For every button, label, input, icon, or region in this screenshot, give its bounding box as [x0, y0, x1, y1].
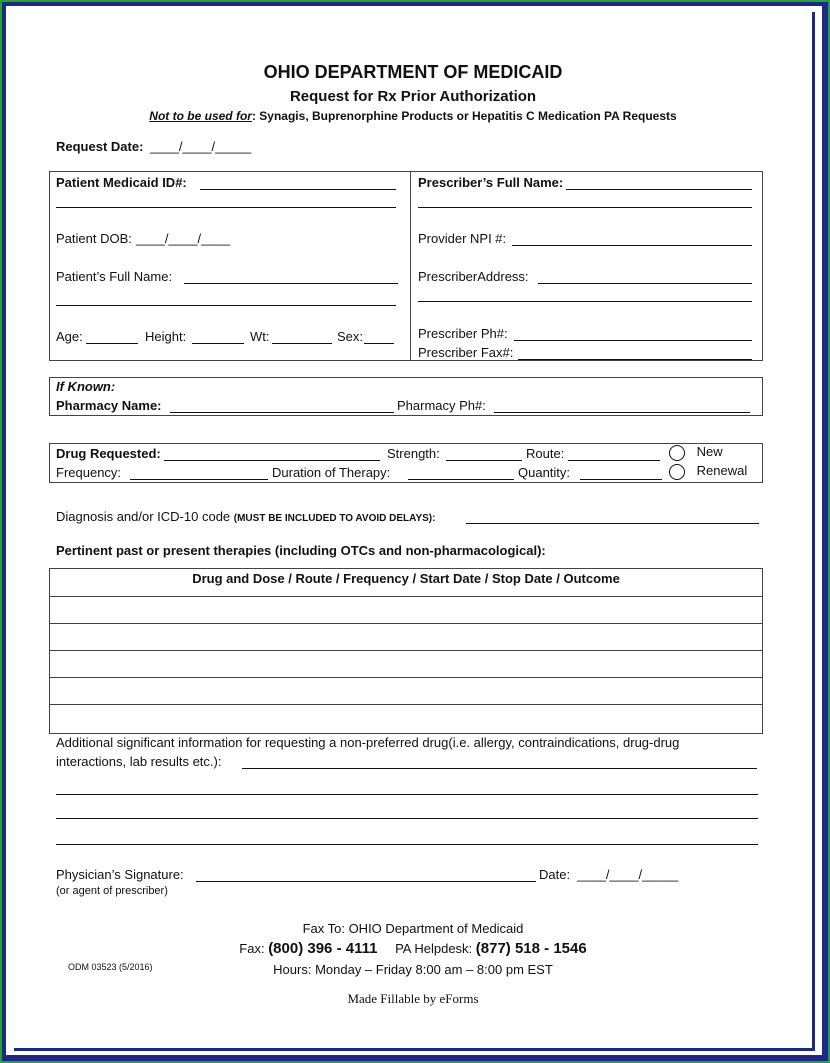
signature-label: Physician’s Signature: [56, 867, 184, 882]
fax-to: Fax To: OHIO Department of Medicaid [302, 921, 524, 936]
helpdesk-label: PA Helpdesk: [395, 941, 476, 956]
prescriber-address-field[interactable] [538, 283, 752, 284]
renewal-option-label: Renewal [696, 463, 748, 478]
additional-info-field-2[interactable] [56, 794, 758, 795]
prescriber-full-name-field-2[interactable] [418, 207, 752, 208]
diagnosis-note: (MUST BE INCLUDED TO AVOID DELAYS): [233, 513, 436, 524]
fax-label: Fax: [239, 941, 269, 956]
prescriber-fax-field[interactable] [518, 359, 752, 360]
patient-medicaid-id-field-2[interactable] [56, 207, 396, 208]
strength-field[interactable] [446, 460, 522, 461]
frequency-field[interactable] [130, 479, 268, 480]
sex-label: Sex: [337, 329, 364, 344]
fax-number: (800) 396 - 4111 [268, 940, 378, 957]
request-date-field[interactable]: ____/____/_____ [150, 139, 252, 154]
diagnosis-field[interactable] [466, 523, 759, 524]
table-row[interactable] [50, 678, 761, 704]
form-page [14, 12, 815, 1051]
table-row[interactable] [50, 597, 761, 623]
route-field[interactable] [568, 460, 660, 461]
strength-label: Strength: [387, 446, 440, 461]
pharmacy-name-field[interactable] [170, 412, 394, 413]
additional-info-field-3[interactable] [56, 818, 758, 819]
therapies-heading: Pertinent past or present therapies (including OTCs and non-pharmacological): [56, 543, 546, 558]
new-radio[interactable] [669, 445, 685, 461]
prescriber-full-name-field[interactable] [566, 189, 752, 190]
fax-line [14, 940, 812, 957]
form-id: ODM 03523 (5/2016) [68, 962, 153, 972]
additional-info-field-4[interactable] [56, 844, 758, 845]
made-by: Made Fillable by eForms [347, 991, 479, 1006]
form-title: OHIO DEPARTMENT OF MEDICAID [263, 62, 563, 82]
height-field[interactable] [192, 343, 244, 344]
height-label: Height: [145, 329, 187, 344]
new-option[interactable] [669, 444, 723, 461]
drug-requested-field[interactable] [164, 460, 380, 461]
provider-npi-label: Provider NPI #: [418, 231, 507, 246]
patient-dob-label: Patient DOB: [56, 231, 132, 246]
table-row[interactable] [50, 651, 761, 677]
diagnosis-label: Diagnosis and/or ICD-10 code [56, 509, 234, 524]
not-used-note [14, 109, 812, 123]
wt-field[interactable] [272, 343, 332, 344]
prescriber-address-field-2[interactable] [418, 301, 752, 302]
additional-info-line1: Additional significant information for requesting a non-preferred drug(i.e. allergy, contraindications, drug-drug [56, 735, 680, 750]
prescriber-phone-label: Prescriber Ph#: [418, 326, 508, 341]
additional-info-field[interactable] [242, 768, 757, 769]
quantity-field[interactable] [580, 479, 662, 480]
new-option-label: New [696, 444, 723, 459]
prescriber-address-label: PrescriberAddress: [418, 269, 529, 284]
signature-sub-label: (or agent of prescriber) [56, 885, 168, 897]
duration-label: Duration of Therapy: [272, 465, 391, 480]
age-label: Age: [56, 329, 83, 344]
request-date-label: Request Date: [56, 139, 144, 154]
not-used-label: Not to be used for [149, 109, 252, 123]
provider-npi-field[interactable] [512, 245, 752, 246]
pharmacy-name-label: Pharmacy Name: [56, 398, 162, 413]
if-known-label: If Known: [56, 379, 116, 394]
sex-field[interactable] [364, 343, 394, 344]
drug-requested-label: Drug Requested: [56, 446, 161, 461]
signature-date-field[interactable]: ____/____/_____ [577, 867, 679, 882]
diagnosis-line [56, 509, 435, 524]
patient-medicaid-id-label: Patient Medicaid ID#: [56, 175, 187, 190]
prescriber-full-name-label: Prescriber’s Full Name: [418, 175, 564, 190]
hours: Hours: Monday – Friday 8:00 am – 8:00 pm EST [273, 962, 553, 977]
patient-medicaid-id-field[interactable] [200, 189, 396, 190]
additional-info-line2: interactions, lab results etc.): [56, 754, 222, 769]
frequency-label: Frequency: [56, 465, 122, 480]
patient-full-name-label: Patient’s Full Name: [56, 269, 173, 284]
prescriber-phone-field[interactable] [514, 340, 752, 341]
form-subtitle: Request for Rx Prior Authorization [289, 88, 537, 105]
wt-label: Wt: [250, 329, 270, 344]
patient-dob-field[interactable]: ____/____/____ [136, 231, 230, 246]
helpdesk-number: (877) 518 - 1546 [475, 940, 587, 957]
patient-full-name-field[interactable] [184, 283, 398, 284]
route-label: Route: [526, 446, 565, 461]
box-divider [410, 171, 411, 360]
duration-field[interactable] [408, 479, 514, 480]
signature-field[interactable] [196, 881, 536, 882]
renewal-option[interactable] [669, 463, 747, 480]
patient-full-name-field-2[interactable] [56, 305, 396, 306]
table-row[interactable] [50, 705, 761, 731]
therapies-column-header: Drug and Dose / Route / Frequency / Start Date / Stop Date / Outcome [192, 571, 620, 586]
quantity-label: Quantity: [518, 465, 571, 480]
pharmacy-phone-field[interactable] [494, 412, 750, 413]
pharmacy-phone-label: Pharmacy Ph#: [397, 398, 486, 413]
age-field[interactable] [86, 343, 138, 344]
signature-date-label: Date: [539, 867, 571, 882]
renewal-radio[interactable] [669, 464, 685, 480]
not-used-text: : Synagis, Buprenorphine Products or Hepatitis C Medication PA Requests [251, 109, 677, 123]
table-row[interactable] [50, 624, 761, 650]
prescriber-fax-label: Prescriber Fax#: [418, 345, 514, 360]
